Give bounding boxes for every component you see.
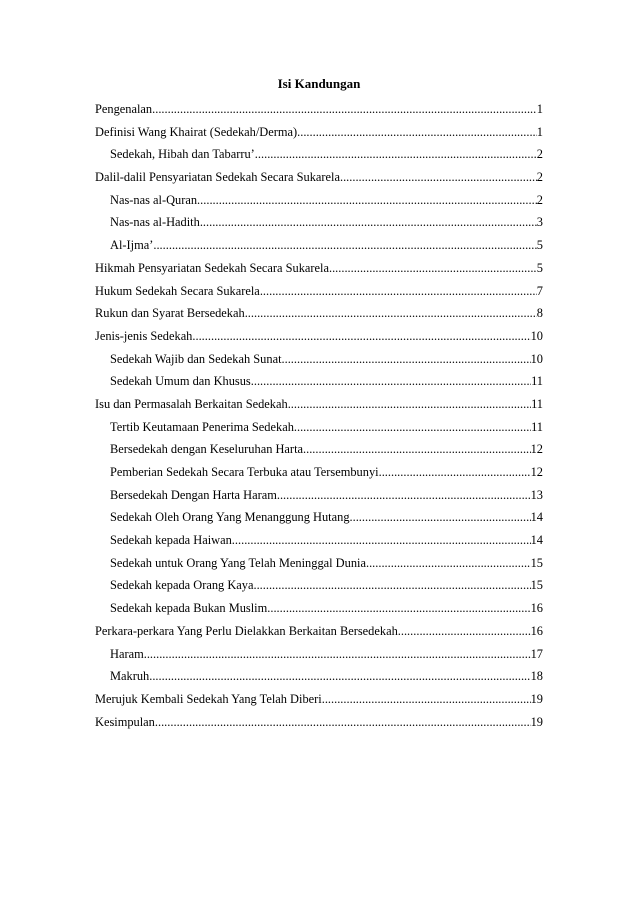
dot-leader	[350, 509, 531, 525]
toc-entry[interactable]	[95, 328, 543, 351]
dot-leader	[322, 691, 531, 707]
toc-entry-label: Bersedekah Dengan Harta Haram	[110, 487, 277, 502]
toc-entry-page-number: 16	[530, 601, 543, 616]
toc-entry-label: Definisi Wang Khairat (Sedekah/Derma)	[95, 124, 298, 139]
toc-entry-page-number: 12	[530, 442, 543, 457]
toc-entry-label: Sedekah, Hibah dan Tabarru’	[110, 147, 255, 162]
toc-entry-page-number: 14	[530, 510, 543, 525]
toc-entry-page-number: 10	[530, 351, 543, 366]
toc-entry-label: Kesimpulan	[95, 714, 155, 729]
dot-leader	[149, 668, 530, 684]
toc-entry[interactable]	[95, 396, 543, 419]
toc-entry[interactable]	[95, 668, 543, 691]
dot-leader	[340, 169, 537, 185]
dot-leader	[294, 419, 531, 435]
dot-leader	[260, 283, 537, 299]
dot-leader	[197, 192, 537, 208]
toc-entry-page-number: 13	[530, 487, 543, 502]
toc-entry-label: Sedekah Oleh Orang Yang Menanggung Hutang	[110, 510, 350, 525]
toc-entry[interactable]	[95, 441, 543, 464]
toc-entry-label: Nas-nas al-Hadith	[110, 215, 200, 230]
toc-entry[interactable]	[95, 532, 543, 555]
dot-leader	[329, 260, 537, 276]
dot-leader	[152, 101, 537, 117]
dot-leader	[366, 555, 531, 571]
toc-entry-page-number: 1	[536, 124, 543, 139]
toc-entry-label: Sedekah Umum dan Khusus	[110, 374, 251, 389]
toc-entry-label: Bersedekah dengan Keseluruhan Harta	[110, 442, 304, 457]
toc-entry-label: Hikmah Pensyariatan Sedekah Secara Sukarela	[95, 260, 329, 275]
table-of-contents	[95, 101, 543, 736]
toc-entry[interactable]	[95, 509, 543, 532]
dot-leader	[297, 124, 537, 140]
toc-entry-page-number: 19	[530, 714, 543, 729]
dot-leader	[153, 237, 536, 253]
toc-entry[interactable]	[95, 305, 543, 328]
dot-leader	[245, 305, 537, 321]
dot-leader	[251, 373, 531, 389]
toc-entry[interactable]	[95, 192, 543, 215]
toc-entry-label: Sedekah kepada Bukan Muslim	[110, 601, 268, 616]
toc-entry[interactable]	[95, 169, 543, 192]
dot-leader	[144, 646, 531, 662]
toc-entry-page-number: 2	[536, 147, 543, 162]
toc-entry-label: Dalil-dalil Pensyariatan Sedekah Secara Sukarela	[95, 170, 340, 185]
dot-leader	[303, 441, 531, 457]
toc-title: Isi Kandungan	[277, 76, 361, 91]
toc-entry-page-number: 11	[531, 374, 543, 389]
toc-entry-page-number: 18	[530, 669, 543, 684]
toc-entry-page-number: 5	[536, 238, 543, 253]
toc-entry[interactable]	[95, 555, 543, 578]
toc-entry-page-number: 5	[536, 260, 543, 275]
toc-entry[interactable]	[95, 214, 543, 237]
toc-entry-page-number: 8	[536, 306, 543, 321]
toc-entry-page-number: 2	[536, 170, 543, 185]
dot-leader	[200, 214, 537, 230]
toc-entry-page-number: 19	[530, 691, 543, 706]
dot-leader	[288, 396, 531, 412]
toc-entry[interactable]	[95, 577, 543, 600]
toc-entry[interactable]	[95, 419, 543, 442]
toc-entry-label: Sedekah untuk Orang Yang Telah Meninggal Dunia	[110, 555, 366, 570]
toc-entry[interactable]	[95, 237, 543, 260]
toc-entry-label: Rukun dan Syarat Bersedekah	[95, 306, 245, 321]
toc-entry-label: Al-Ijma’	[110, 238, 154, 253]
toc-entry-label: Sedekah kepada Haiwan	[110, 533, 232, 548]
toc-entry-label: Pemberian Sedekah Secara Terbuka atau Tersembunyi	[110, 465, 379, 479]
dot-leader	[398, 623, 531, 639]
toc-entry-page-number: 10	[530, 328, 543, 343]
toc-entry-label: Sedekah Wajib dan Sedekah Sunat	[110, 351, 282, 366]
toc-entry[interactable]	[95, 464, 543, 487]
dot-leader	[267, 600, 530, 616]
toc-entry-page-number: 11	[531, 419, 543, 434]
toc-entry-label: Nas-nas al-Quran	[110, 192, 198, 207]
toc-entry-label: Merujuk Kembali Sedekah Yang Telah Diberi	[95, 691, 322, 706]
dot-leader	[282, 351, 531, 367]
toc-entry[interactable]	[95, 623, 543, 646]
dot-leader	[192, 328, 530, 344]
dot-leader	[379, 464, 531, 480]
dot-leader	[232, 532, 531, 548]
toc-entry-page-number: 17	[530, 646, 543, 661]
toc-entry-page-number: 15	[530, 555, 543, 570]
toc-entry[interactable]	[95, 101, 543, 124]
toc-entry[interactable]	[95, 373, 543, 396]
toc-entry-page-number: 1	[536, 102, 543, 116]
toc-entry-page-number: 14	[530, 533, 543, 548]
toc-entry-label: Perkara-perkara Yang Perlu Dielakkan Berkaitan Bersedekah	[95, 623, 398, 638]
toc-entry[interactable]	[95, 646, 543, 669]
toc-entry[interactable]	[95, 260, 543, 283]
toc-entry-label: Isu dan Permasalah Berkaitan Sedekah	[95, 396, 288, 411]
toc-entry-label: Pengenalan	[95, 102, 153, 116]
toc-entry-page-number: 12	[530, 465, 543, 479]
toc-entry-page-number: 11	[531, 396, 543, 411]
toc-entry[interactable]	[95, 714, 543, 737]
toc-entry-label: Makruh	[110, 669, 150, 684]
toc-entry[interactable]	[95, 487, 543, 510]
toc-entry-label: Haram	[110, 646, 144, 661]
toc-entry-label: Jenis-jenis Sedekah	[95, 328, 193, 343]
toc-entry-label: Tertib Keutamaan Penerima Sedekah	[110, 419, 294, 434]
toc-entry-page-number: 15	[530, 578, 543, 593]
toc-entry-page-number: 7	[536, 283, 543, 298]
dot-leader	[253, 577, 530, 593]
toc-entry[interactable]	[95, 691, 543, 714]
toc-entry-page-number: 2	[536, 192, 543, 207]
dot-leader	[255, 146, 537, 162]
toc-entry[interactable]	[95, 124, 543, 147]
toc-entry-page-number: 3	[536, 215, 543, 230]
toc-entry-page-number: 16	[530, 623, 543, 638]
toc-entry[interactable]	[95, 146, 543, 169]
toc-entry[interactable]	[95, 600, 543, 623]
toc-entry[interactable]	[95, 351, 543, 374]
toc-entry[interactable]	[95, 283, 543, 306]
toc-entry-label: Sedekah kepada Orang Kaya	[110, 578, 254, 593]
dot-leader	[155, 714, 531, 730]
toc-entry-label: Hukum Sedekah Secara Sukarela	[95, 283, 260, 298]
dot-leader	[277, 487, 531, 503]
